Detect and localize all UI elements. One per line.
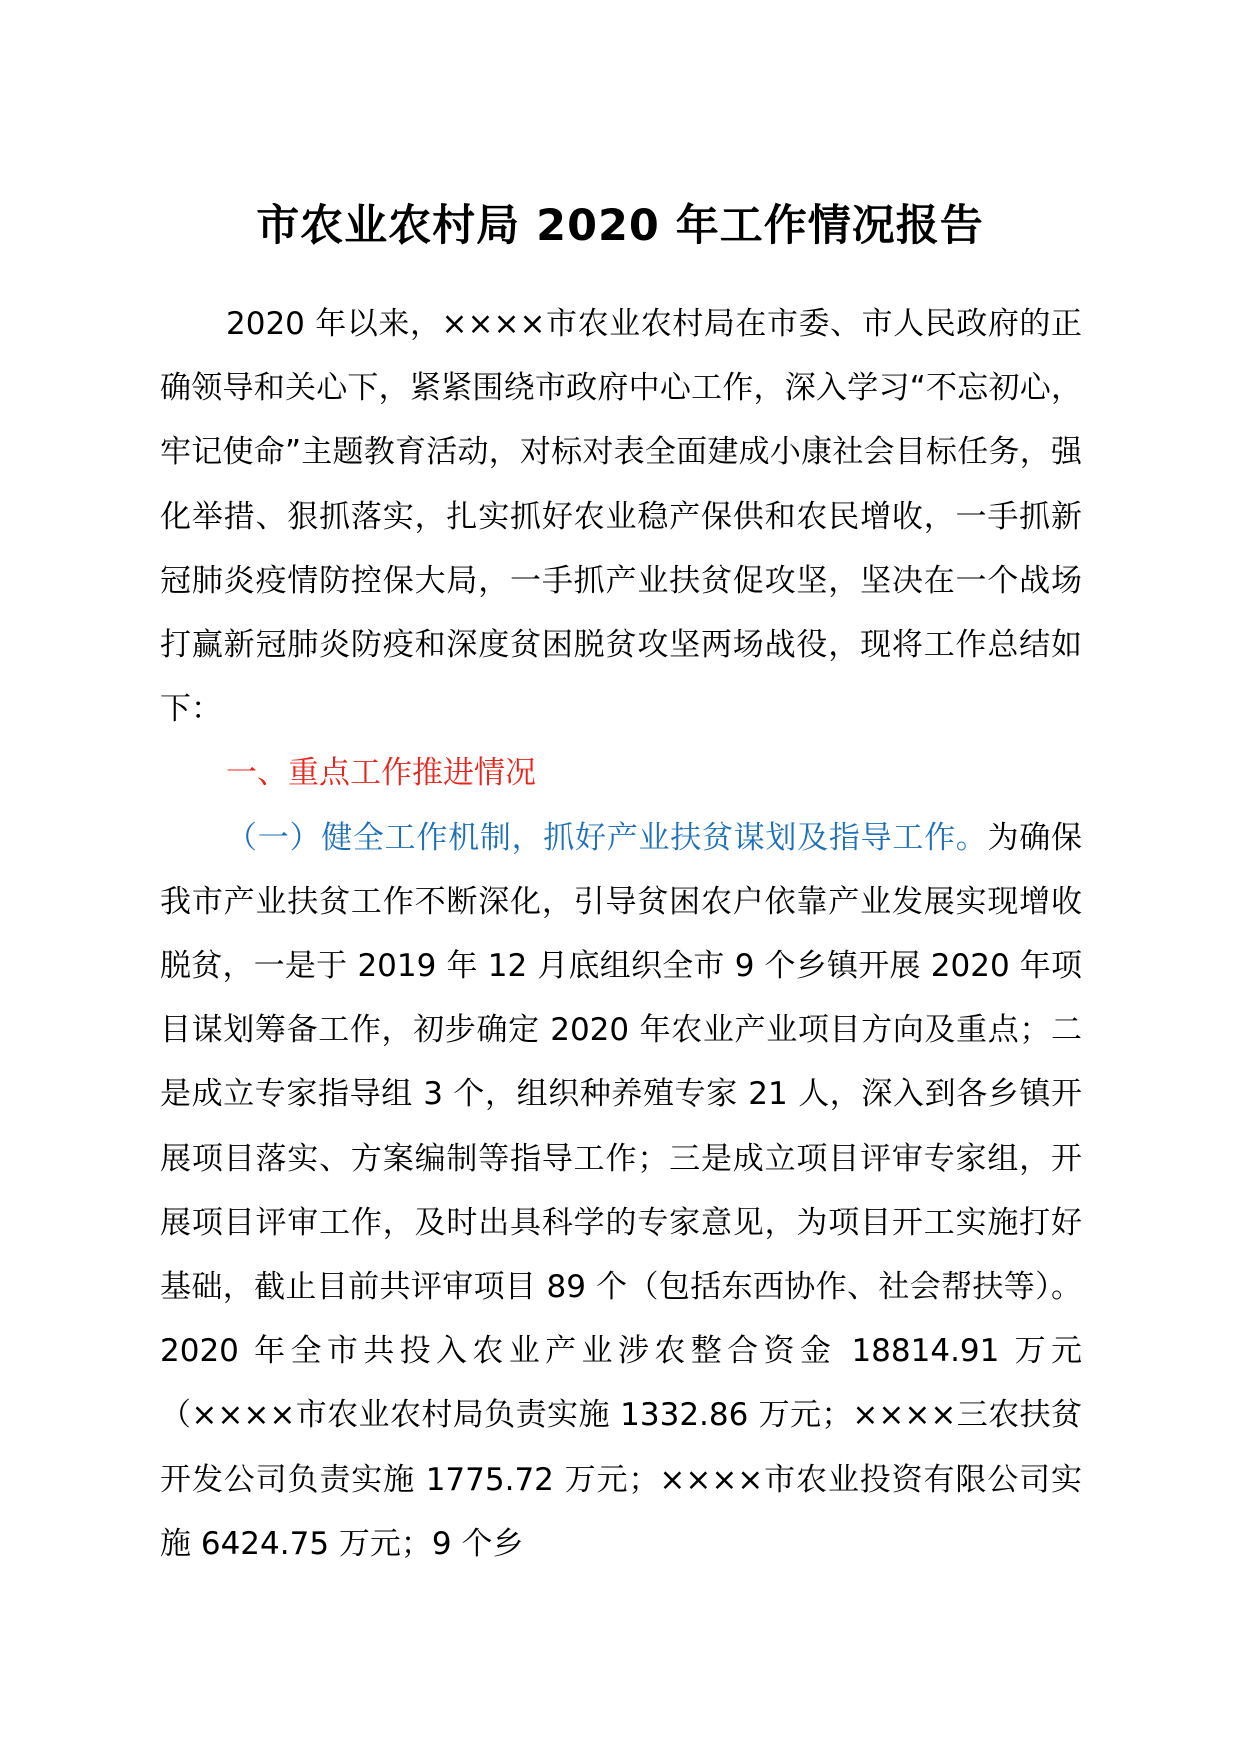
subsection-text: 为确保我市产业扶贫工作不断深化，引导贫困农户依靠产业发展实现增收脱贫，一是于 2019 年 12 月底组织全市 9 个乡镇开展 2020 年项目谋划筹备工作，初步确定 2020 年农业产业项目方向及重点；二是成立专家指导组 3 个，组织种养殖专家 21 人，深入到各乡镇开展项目落实、方案编制等指导工作；三是成立项目评审专家组，开展项目评审工作，及时出具科学的专家意见，为项目开工实施打好基础，截止目前共评审项目 89 个（包括东西协作、社会帮扶等）。2020 年全市共投入农业产业涉农整合资金 18814.91 万元（××××市农业农村局负责实施 1332.86 万元；××××三农扶贫开发公司负责实施 1775.72 万元；××××市农业投资有限公司实施 6424.75 万元；9 个乡 — [160, 819, 1083, 1562]
section-heading: 一、重点工作推进情况 — [226, 755, 536, 792]
document-body — [160, 292, 1082, 1576]
document-title: 市农业农村局 2020 年工作情况报告 — [256, 201, 984, 251]
intro-paragraph: 2020 年以来，××××市农业农村局在市委、市人民政府的正确领导和关心下，紧紧围绕市政府中心工作，深入学习“不忘初心，牢记使命”主题教育活动，对标对表全面建成小康社会目标任务，强化举措、狠抓落实，扎实抓好农业稳产保供和农民增收，一手抓新冠肺炎疫情防控保大局，一手抓产业扶贫促攻坚，坚决在一个战场打赢新冠肺炎防疫和深度贫困脱贫攻坚两场战役，现将工作总结如下： — [160, 306, 1082, 728]
subsection-paragraph — [160, 806, 1082, 1576]
subsection-heading: （一）健全工作机制，抓好产业扶贫谋划及指导工作。 — [226, 819, 988, 856]
